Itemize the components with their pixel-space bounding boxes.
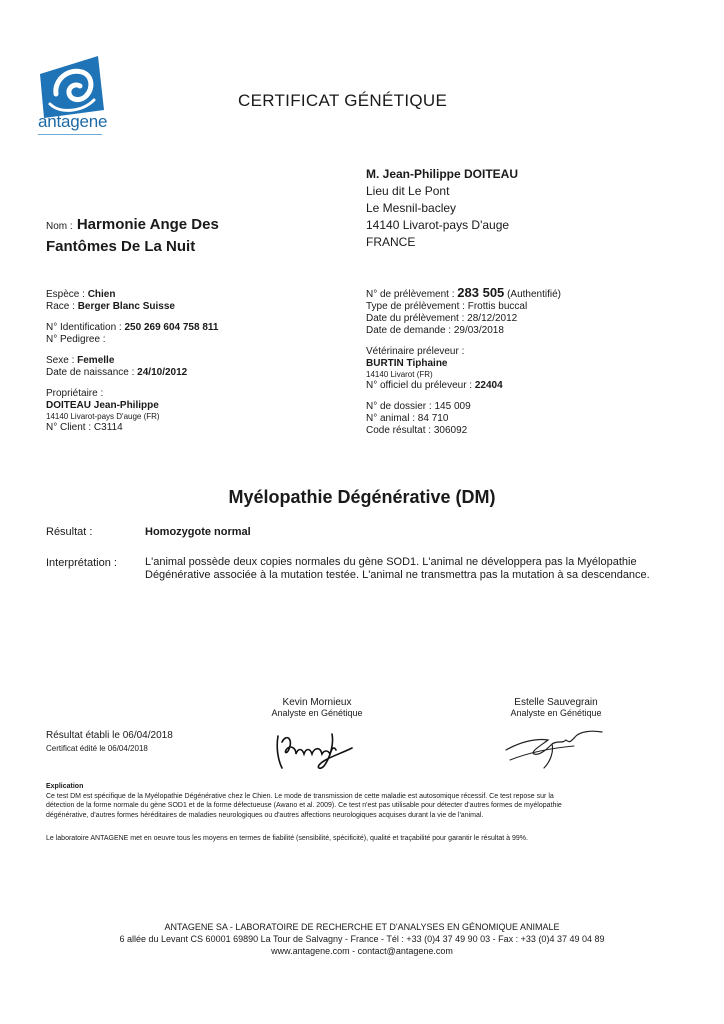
signatory-2-name: Estelle Sauvegrain bbox=[514, 697, 598, 708]
sex-value: Femelle bbox=[77, 355, 115, 366]
identification-label: N° Identification : bbox=[46, 322, 122, 333]
sex-label: Sexe : bbox=[46, 355, 75, 366]
sample-info bbox=[366, 287, 561, 437]
request-date-label: Date de demande : bbox=[366, 325, 452, 336]
explanation-heading: Explication bbox=[46, 783, 84, 790]
sample-number-label: N° de prélèvement : bbox=[366, 289, 455, 300]
birth-value: 24/10/2012 bbox=[137, 367, 188, 378]
species-label: Espèce : bbox=[46, 289, 85, 300]
species-value: Chien bbox=[87, 289, 116, 300]
identification-value: 250 269 604 758 811 bbox=[124, 322, 219, 333]
animal-name-line2: Fantômes De La Nuit bbox=[46, 238, 196, 255]
sample-type-label: Type de prélèvement : bbox=[366, 301, 465, 312]
proprietor-label: Propriétaire : bbox=[46, 388, 104, 399]
footer-address: 6 allée du Levant CS 60001 69890 La Tour de Salvagny - France - Tél : +33 (0)4 37 49 90 03 - Fax : +33 (0)4 37 49 04 89 bbox=[119, 934, 605, 944]
owner-address-line: 14140 Livarot-pays D'auge bbox=[366, 218, 510, 232]
animal-info bbox=[46, 289, 218, 434]
lab-note: Le laboratoire ANTAGENE met en oeuvre tous les moyens en termes de fiabilité (sensibilité, spécificité), qualité et traçabilité pour garantir le résultat à 99%. bbox=[46, 835, 528, 842]
result-code-value: 306092 bbox=[433, 425, 468, 436]
logo-wordmark: antagene bbox=[38, 112, 108, 131]
explanation-line: détection de la forme normale du gène SOD1 et de la forme défectueuse (Awano et al. 2009). Ce test n'est pas utilisable pour détecter d'autres formes de myélopathie bbox=[46, 802, 562, 809]
vet-id-label: N° officiel du préleveur : bbox=[366, 380, 473, 391]
footer bbox=[0, 921, 724, 957]
animal-name-line1: Harmonie Ange Des bbox=[76, 216, 219, 233]
animal-number-value: 84 710 bbox=[417, 413, 449, 424]
animal-name bbox=[46, 215, 219, 257]
vet-city: 14140 Livarot (FR) bbox=[366, 370, 433, 379]
footer-company: ANTAGENE SA - LABORATOIRE DE RECHERCHE ET D'ANALYSES EN GÉNOMIQUE ANIMALE bbox=[164, 922, 560, 932]
signatory-1 bbox=[262, 697, 372, 718]
sample-number-note: (Authentifié) bbox=[507, 289, 561, 300]
sample-date-value: 28/12/2012 bbox=[467, 313, 518, 324]
owner-country: FRANCE bbox=[366, 235, 416, 249]
proprietor-name: DOITEAU Jean-Philippe bbox=[46, 400, 159, 411]
owner-address-line: Le Mesnil-bacley bbox=[366, 201, 457, 215]
interpretation-text bbox=[145, 556, 650, 582]
signatory-1-name: Kevin Mornieux bbox=[282, 697, 352, 708]
explanation-line: Ce test DM est spécifique de la Myélopathie Dégénérative chez le Chien. Le mode de transmission de cette maladie est autosomique récessif. Ce test repose sur la bbox=[46, 792, 554, 800]
breed-value: Berger Blanc Suisse bbox=[77, 301, 175, 312]
animal-name-label: Nom : bbox=[46, 221, 73, 232]
file-number-label: N° de dossier : bbox=[366, 401, 432, 412]
interpretation-label: Interprétation : bbox=[46, 557, 117, 569]
vet-label: Vétérinaire préleveur : bbox=[366, 346, 465, 357]
pedigree-label: N° Pedigree : bbox=[46, 334, 106, 345]
certificate-edited-date: Certificat édité le 06/04/2018 bbox=[46, 744, 148, 753]
signature-1-icon bbox=[270, 724, 360, 774]
sample-type-value: Frottis buccal bbox=[467, 301, 528, 312]
signatory-1-role: Analyste en Génétique bbox=[271, 708, 363, 718]
certificate-dates bbox=[46, 727, 173, 754]
result-label: Résultat : bbox=[46, 526, 93, 538]
breed-label: Race : bbox=[46, 301, 75, 312]
animal-number-label: N° animal : bbox=[366, 413, 416, 424]
owner-name: M. Jean-Philippe DOITEAU bbox=[366, 167, 519, 181]
vet-name: BURTIN Tiphaine bbox=[366, 358, 448, 369]
sample-number-value: 283 505 bbox=[457, 285, 505, 300]
footer-web: www.antagene.com - contact@antagene.com bbox=[271, 946, 453, 956]
interpretation-line: Dégénérative associée à la mutation testée. L'animal ne transmettra pas la mutation à sa descendance. bbox=[145, 569, 650, 581]
file-number-value: 145 009 bbox=[434, 401, 471, 412]
proprietor-city: 14140 Livarot-pays D'auge (FR) bbox=[46, 412, 160, 421]
owner-address-line: Lieu dit Le Pont bbox=[366, 184, 450, 198]
result-code-label: Code résultat : bbox=[366, 425, 432, 436]
result-established-date: Résultat établi le 06/04/2018 bbox=[46, 730, 173, 741]
signature-2-icon bbox=[500, 722, 610, 772]
explanation bbox=[46, 782, 666, 820]
explanation-line: dégénérative, d'autres formes héréditaires de maladies neurologiques ou d'autres affections neurologiques acquises durant la vie de l'animal. bbox=[46, 811, 484, 819]
client-value: C3114 bbox=[93, 422, 123, 433]
signatory-2-role: Analyste en Génétique bbox=[510, 708, 602, 718]
birth-label: Date de naissance : bbox=[46, 367, 135, 378]
sample-date-label: Date du prélèvement : bbox=[366, 313, 465, 324]
signatory-2 bbox=[496, 697, 616, 718]
result-value: Homozygote normal bbox=[145, 526, 251, 538]
vet-id-value: 22404 bbox=[474, 380, 503, 391]
page-title: CERTIFICAT GÉNÉTIQUE bbox=[238, 91, 448, 110]
test-title: Myélopathie Dégénérative (DM) bbox=[228, 487, 496, 507]
request-date-value: 29/03/2018 bbox=[453, 325, 504, 336]
owner-address bbox=[366, 166, 518, 251]
logo-underline bbox=[38, 134, 102, 135]
client-label: N° Client : bbox=[46, 422, 92, 433]
interpretation-line: L'animal possède deux copies normales du gène SOD1. L'animal ne développera pas la Myélopathie bbox=[145, 556, 637, 568]
